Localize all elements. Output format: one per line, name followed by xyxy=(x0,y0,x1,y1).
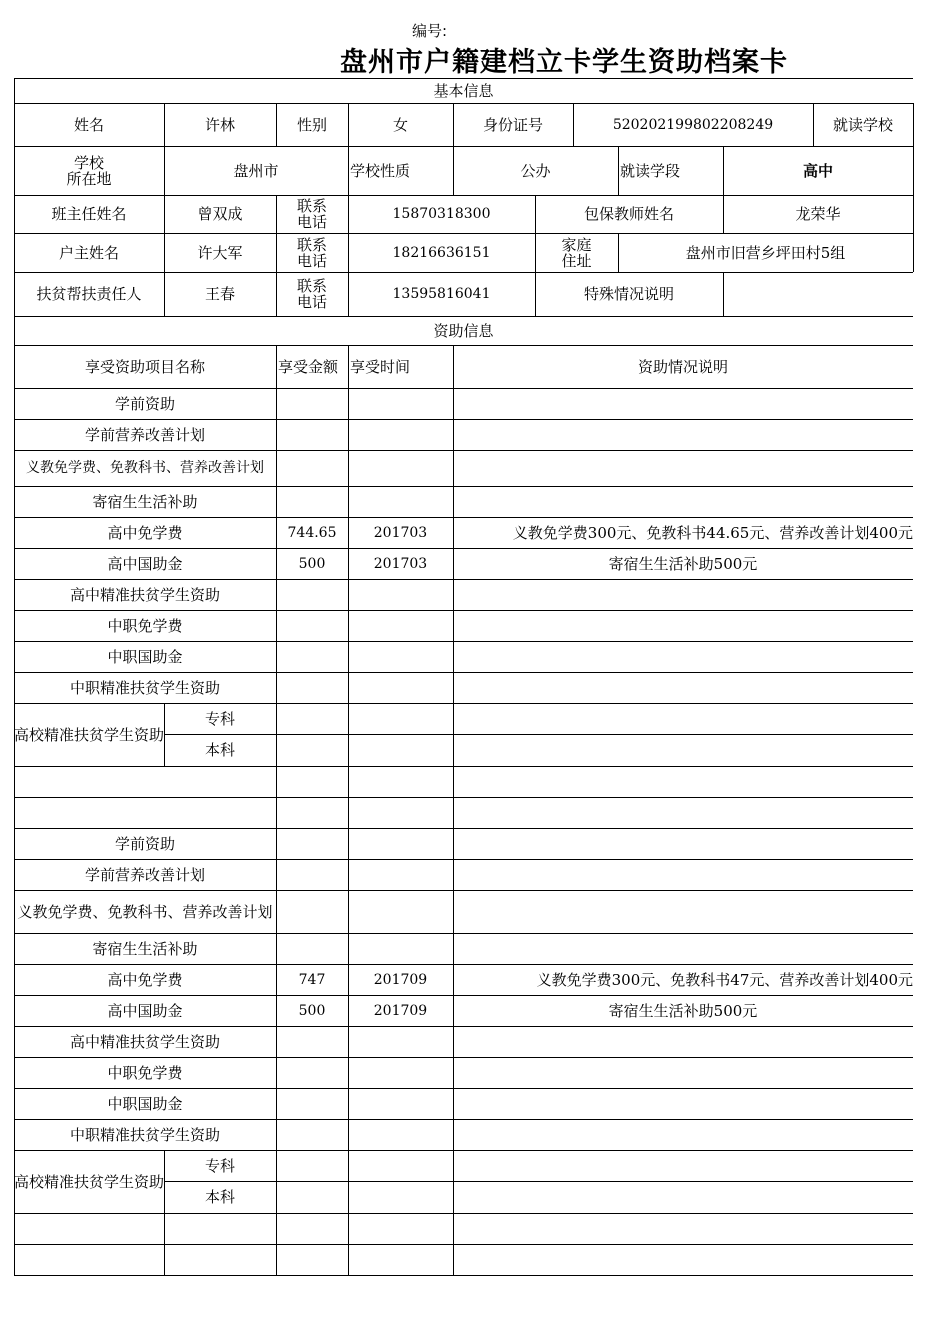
aid-time xyxy=(348,579,453,610)
row-border xyxy=(14,797,913,798)
college-aid-label: 高校精准扶贫学生资助 xyxy=(14,725,164,744)
aid-note xyxy=(453,859,913,890)
aid-time: 201703 xyxy=(373,555,428,572)
column-border xyxy=(276,766,277,797)
aid-note xyxy=(453,1026,913,1057)
aid-amount xyxy=(276,890,348,933)
aid-project-name: 义教免学费、免教科书、营养改善计划 xyxy=(26,460,264,476)
special-situation-value xyxy=(723,272,913,316)
row-border xyxy=(14,766,913,767)
poverty-officer-phone: 13595816041 xyxy=(392,286,491,302)
aid-time xyxy=(348,1088,453,1119)
school-type-label: 学校性质 xyxy=(350,161,411,180)
column-header-amount: 享受金额 xyxy=(278,357,339,376)
aid-project-name: 中职精准扶贫学生资助 xyxy=(69,678,220,697)
row-border xyxy=(164,1181,913,1182)
aid-project-name: 学前资助 xyxy=(114,394,175,413)
aid-time xyxy=(348,641,453,672)
gender-label: 性别 xyxy=(296,115,327,134)
aid-amount xyxy=(276,388,348,419)
page-title: 盘州市户籍建档立卡学生资助档案卡 xyxy=(340,47,788,78)
aid-amount xyxy=(276,828,348,859)
aid-note xyxy=(453,933,913,964)
college-aid-label: 高校精准扶贫学生资助 xyxy=(14,1172,164,1191)
aid-project-name: 寄宿生生活补助 xyxy=(92,939,198,958)
row-border xyxy=(14,1275,913,1276)
aid-time xyxy=(348,419,453,450)
household-head-label: 户主姓名 xyxy=(58,243,119,262)
row-border xyxy=(14,1244,913,1245)
aid-time xyxy=(348,890,453,933)
aid-note xyxy=(453,579,913,610)
mentor-name: 龙荣华 xyxy=(795,205,841,223)
aid-amount xyxy=(276,641,348,672)
aid-project-name: 学前资助 xyxy=(114,834,175,853)
column-border xyxy=(453,1213,454,1244)
aid-amount: 747 xyxy=(298,971,326,988)
aid-project-name: 高中精准扶贫学生资助 xyxy=(69,1032,220,1051)
aid-note xyxy=(453,1088,913,1119)
home-address: 盘州市旧营乡坪田村5组 xyxy=(685,243,846,262)
aid-amount xyxy=(276,859,348,890)
aid-amount: 500 xyxy=(298,555,326,572)
household-head-name: 许大军 xyxy=(197,243,243,262)
column-border xyxy=(913,103,914,146)
aid-note xyxy=(453,641,913,672)
column-border xyxy=(348,766,349,797)
aid-project-name: 学前营养改善计划 xyxy=(84,425,205,444)
aid-note xyxy=(453,486,913,517)
aid-project-name: 中职精准扶贫学生资助 xyxy=(69,1125,220,1144)
aid-project-name: 高中精准扶贫学生资助 xyxy=(69,585,220,604)
school-location-value: 盘州市 xyxy=(233,161,279,180)
aid-amount: 500 xyxy=(298,1002,326,1019)
aid-project-name: 高中免学费 xyxy=(107,970,183,989)
poverty-officer-label: 扶贫帮扶责任人 xyxy=(36,285,142,303)
aid-time xyxy=(348,388,453,419)
aid-amount xyxy=(276,933,348,964)
column-border xyxy=(453,1244,454,1275)
aid-note: 寄宿生生活补助500元 xyxy=(608,554,758,573)
aid-note xyxy=(453,450,913,486)
aid-note xyxy=(453,610,913,641)
column-border xyxy=(348,1213,349,1244)
aid-time xyxy=(348,672,453,703)
aid-note xyxy=(453,828,913,859)
aid-time xyxy=(348,1119,453,1150)
column-border xyxy=(453,797,454,828)
aid-note xyxy=(453,388,913,419)
household-phone: 18216636151 xyxy=(392,244,491,261)
stage-label: 就读学段 xyxy=(620,161,681,180)
row-border xyxy=(14,1213,913,1214)
aid-amount xyxy=(276,1088,348,1119)
aid-note xyxy=(453,1119,913,1150)
aid-amount xyxy=(276,486,348,517)
aid-amount xyxy=(276,579,348,610)
column-header-project: 享受资助项目名称 xyxy=(84,357,205,376)
column-header-note: 资助情况说明 xyxy=(637,357,728,376)
aid-amount xyxy=(276,450,348,486)
column-border xyxy=(164,1213,165,1244)
aid-project-name: 寄宿生生活补助 xyxy=(92,492,198,511)
aid-project-name: 中职免学费 xyxy=(107,616,183,635)
archive-card-table xyxy=(14,78,913,1275)
column-border xyxy=(276,797,277,828)
column-border xyxy=(453,766,454,797)
aid-note xyxy=(453,672,913,703)
poverty-officer-phone-label: 联系 电话 xyxy=(296,277,327,311)
head-teacher-phone: 15870318300 xyxy=(392,206,491,222)
id-number-value: 520202199802208249 xyxy=(612,116,774,133)
aid-amount xyxy=(276,1119,348,1150)
name-label: 姓名 xyxy=(73,115,104,134)
basic-info-heading: 基本信息 xyxy=(433,81,494,100)
aid-project-name: 中职国助金 xyxy=(107,647,183,666)
serial-number-label: 编号: xyxy=(412,22,448,40)
aid-amount xyxy=(276,1026,348,1057)
college-junior-label: 专科 xyxy=(204,709,235,728)
poverty-officer-name: 王春 xyxy=(204,285,235,303)
aid-project-name: 高中免学费 xyxy=(107,523,183,542)
aid-project-name: 中职国助金 xyxy=(107,1094,183,1113)
aid-time: 201709 xyxy=(373,1002,428,1019)
school-label: 就读学校 xyxy=(832,115,893,134)
aid-note: 寄宿生生活补助500元 xyxy=(608,1001,758,1020)
aid-note xyxy=(453,1057,913,1088)
college-undergrad-label: 本科 xyxy=(204,741,235,759)
school-location-label: 学校 所在地 xyxy=(66,153,112,188)
aid-project-name: 中职免学费 xyxy=(107,1063,183,1082)
aid-amount xyxy=(276,419,348,450)
column-border xyxy=(276,1213,277,1244)
aid-project-name: 高中国助金 xyxy=(107,1001,183,1020)
college-junior-label: 专科 xyxy=(204,1156,235,1175)
aid-time xyxy=(348,828,453,859)
aid-project-name: 高中国助金 xyxy=(107,554,183,573)
aid-time xyxy=(348,1057,453,1088)
id-number-label: 身份证号 xyxy=(482,115,543,134)
aid-time: 201709 xyxy=(373,971,428,988)
aid-amount: 744.65 xyxy=(287,524,337,541)
column-border xyxy=(276,1244,277,1275)
stage-value: 高中 xyxy=(802,161,833,180)
school-type-value: 公办 xyxy=(520,161,551,180)
column-border xyxy=(913,146,914,195)
aid-note: 义教免学费300元、免教科书47元、营养改善计划400元 xyxy=(536,970,913,989)
head-teacher-name: 曾双成 xyxy=(197,205,243,223)
mentor-label: 包保教师姓名 xyxy=(583,205,674,223)
aid-time xyxy=(348,1026,453,1057)
aid-note xyxy=(453,890,913,933)
aid-time xyxy=(348,859,453,890)
aid-project-name: 义教免学费、免教科书、营养改善计划 xyxy=(17,902,273,921)
head-teacher-phone-label: 联系 电话 xyxy=(296,197,327,231)
column-header-time: 享受时间 xyxy=(350,357,411,376)
aid-time xyxy=(348,610,453,641)
college-undergrad-label: 本科 xyxy=(204,1188,235,1206)
aid-info-heading: 资助信息 xyxy=(433,321,494,340)
household-phone-label: 联系 电话 xyxy=(296,235,327,270)
address-label: 家庭 住址 xyxy=(561,235,592,270)
aid-amount xyxy=(276,672,348,703)
aid-time: 201703 xyxy=(373,524,428,541)
aid-note xyxy=(453,419,913,450)
head-teacher-label: 班主任姓名 xyxy=(51,205,127,223)
column-border xyxy=(913,233,914,272)
row-border xyxy=(164,734,913,735)
aid-note: 义教免学费300元、免教科书44.65元、营养改善计划400元 xyxy=(512,523,913,542)
gender-value: 女 xyxy=(392,115,408,134)
column-border xyxy=(348,1244,349,1275)
aid-amount xyxy=(276,1057,348,1088)
column-border xyxy=(913,195,914,233)
column-border xyxy=(348,797,349,828)
aid-amount xyxy=(276,610,348,641)
column-border xyxy=(164,1244,165,1275)
aid-project-name: 学前营养改善计划 xyxy=(84,865,205,884)
aid-time xyxy=(348,933,453,964)
student-name: 许林 xyxy=(204,115,235,134)
special-situation-label: 特殊情况说明 xyxy=(583,285,674,303)
aid-time xyxy=(348,486,453,517)
aid-time xyxy=(348,450,453,486)
